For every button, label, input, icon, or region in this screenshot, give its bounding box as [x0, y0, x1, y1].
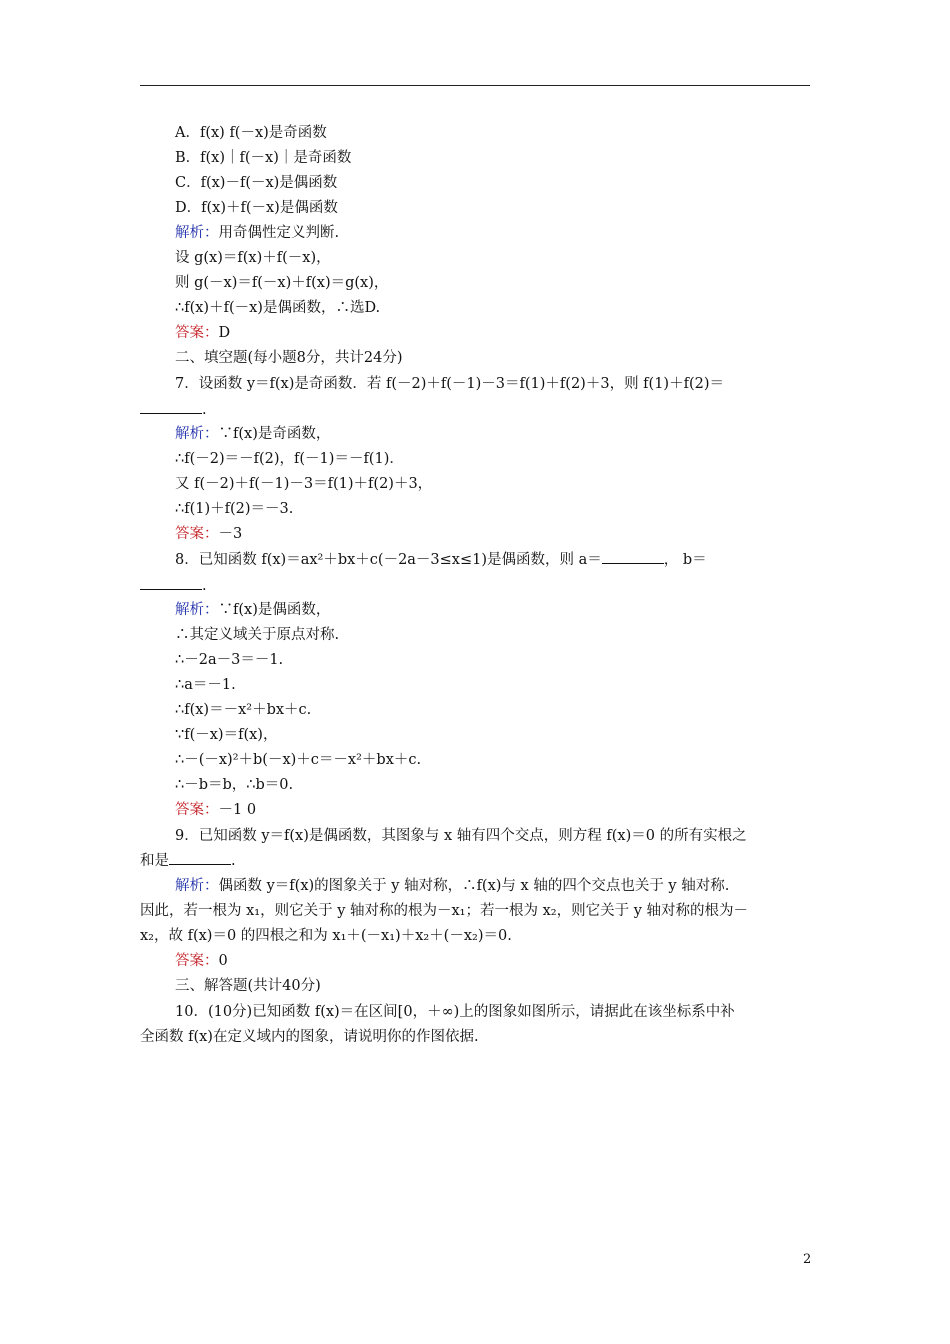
q6-answer-line: [175, 323, 230, 343]
q7-analysis-line: [175, 424, 330, 444]
answer-blank[interactable]: [140, 401, 202, 414]
q8-blank-line: [140, 576, 207, 596]
q8-answer-line: [175, 800, 256, 820]
q8-analysis-6: ∴－(－x)²＋b(－x)＋c＝－x²＋bx＋c.: [175, 752, 422, 768]
q6-analysis-text: 用奇偶性定义判断.: [218, 225, 340, 241]
q10-stem-2: 全函数 f(x)在定义域内的图象，请说明你的作图依据.: [140, 1029, 479, 1045]
answer-label: 答案：: [175, 953, 219, 969]
answer-blank[interactable]: [140, 577, 202, 590]
q10-stem-1: 10．(10分)已知函数 f(x)＝在区间[0，＋∞)上的图象如图所示，请据此在该坐标系中补: [175, 1004, 735, 1020]
q8-stem-mid: ， b＝: [663, 552, 707, 568]
q9-analysis-text: 偶函数 y＝f(x)的图象关于 y 轴对称，∴f(x)与 x 轴的四个交点也关于 y 轴对称.: [218, 878, 730, 894]
q8-answer: －1 0: [218, 802, 257, 818]
page-number: 2: [803, 1252, 812, 1267]
analysis-label: 解析：: [175, 225, 219, 241]
answer-blank[interactable]: [602, 551, 664, 564]
q7-analysis-2: 又 f(－2)＋f(－1)－3＝f(1)＋f(2)＋3，: [175, 476, 433, 492]
answer-label: 答案：: [175, 526, 219, 542]
q8-analysis-text: ∵f(x)是偶函数，: [218, 602, 331, 618]
answer-label: 答案：: [175, 325, 219, 341]
q7-answer: －3: [218, 526, 243, 542]
q6-analysis-2: 则 g(－x)＝f(－x)＋f(x)＝g(x)，: [175, 275, 389, 291]
analysis-label: 解析：: [175, 602, 219, 618]
answer-label: 答案：: [175, 802, 219, 818]
option-c: C．f(x)－f(－x)是偶函数: [175, 175, 338, 191]
q8-stem: 8．已知函数 f(x)＝ax²＋bx＋c(－2a－3≤x≤1)是偶函数，则 a＝: [175, 552, 602, 568]
q7-blank-end: .: [202, 402, 207, 418]
q9-stem-2-line: [140, 851, 236, 871]
q8-analysis-5: ∵f(－x)＝f(x)，: [175, 727, 278, 743]
analysis-label: 解析：: [175, 426, 219, 442]
q9-answer: 0: [218, 953, 228, 969]
q9-analysis-2: x₂，故 f(x)＝0 的四根之和为 x₁＋(－x₁)＋x₂＋(－x₂)＝0.: [140, 928, 512, 944]
q7-stem: 7．设函数 y＝f(x)是奇函数．若 f(－2)＋f(－1)－3＝f(1)＋f(2)＋3，则 f(1)＋f(2)＝: [175, 376, 724, 392]
option-b: B．f(x)｜f(－x)｜是奇函数: [175, 150, 352, 166]
q6-analysis-line: [175, 223, 339, 243]
option-a: A．f(x) f(－x)是奇函数: [175, 125, 327, 141]
option-d: D．f(x)＋f(－x)是偶函数: [175, 200, 338, 216]
analysis-label: 解析：: [175, 878, 219, 894]
q8-analysis-4: ∴f(x)＝－x²＋bx＋c.: [175, 702, 312, 718]
q8-analysis-1: ∴其定义域关于原点对称.: [175, 627, 340, 643]
q8-stem-line: [175, 550, 707, 570]
q6-analysis-1: 设 g(x)＝f(x)＋f(－x)，: [175, 250, 331, 266]
q6-analysis-3: ∴f(x)＋f(－x)是偶函数，∴选D.: [175, 300, 381, 316]
q9-answer-line: [175, 951, 228, 971]
q6-answer: D: [218, 325, 231, 341]
q7-analysis-text: ∵f(x)是奇函数，: [218, 426, 331, 442]
q7-answer-line: [175, 524, 242, 544]
q9-analysis-line: [175, 876, 729, 896]
section-2-heading: 二、填空题(每小题8分，共计24分): [175, 350, 403, 366]
section-3-heading: 三、解答题(共计40分): [175, 978, 321, 994]
answer-blank[interactable]: [169, 852, 231, 865]
q9-stem-1: 9．已知函数 y＝f(x)是偶函数，其图象与 x 轴有四个交点，则方程 f(x)＝0 的所有实根之: [175, 828, 747, 844]
q9-blank-end: .: [231, 853, 236, 869]
q9-stem-2: 和是: [140, 853, 169, 869]
q8-analysis-7: ∴－b＝b，∴b＝0.: [175, 777, 294, 793]
q9-analysis-1: 因此，若一根为 x₁，则它关于 y 轴对称的根为－x₁；若一根为 x₂，则它关于 y 轴对称的根为－: [140, 903, 749, 919]
q7-analysis-3: ∴f(1)＋f(2)＝－3.: [175, 501, 294, 517]
header-rule: [140, 85, 810, 86]
q8-analysis-line: [175, 600, 330, 620]
q8-analysis-3: ∴a＝－1.: [175, 677, 236, 693]
q8-blank-end: .: [202, 578, 207, 594]
q7-analysis-1: ∴f(－2)＝－f(2)，f(－1)＝－f(1)．: [175, 451, 404, 467]
q7-blank-line: [140, 400, 207, 420]
q8-analysis-2: ∴－2a－3＝－1.: [175, 652, 284, 668]
